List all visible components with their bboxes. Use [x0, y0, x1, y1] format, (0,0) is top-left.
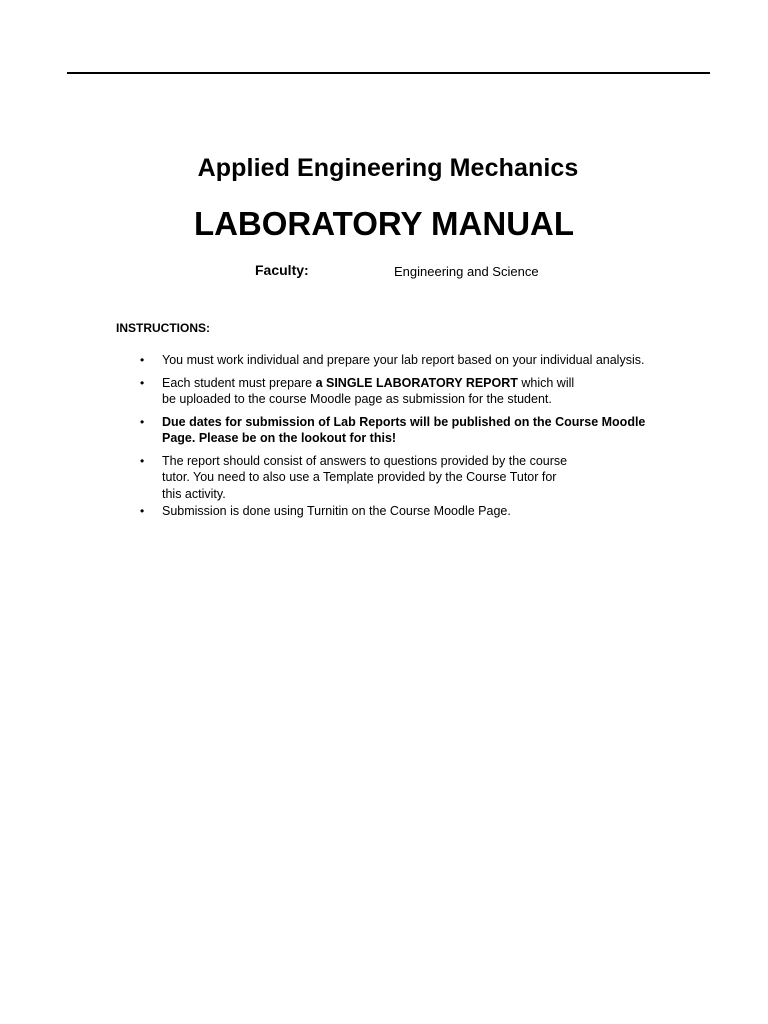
bullet-icon: •: [140, 504, 145, 518]
instruction-text: [162, 503, 700, 520]
instruction-text: [162, 414, 700, 447]
bullet-icon: •: [140, 453, 145, 468]
instruction-item: [140, 352, 700, 369]
faculty-label: Faculty:: [255, 262, 309, 278]
instruction-line: Due dates for submission of Lab Reports will be published on the Course Moodle: [162, 414, 646, 429]
faculty-value: Engineering and Science: [394, 264, 539, 279]
top-horizontal-rule: [67, 72, 710, 74]
instruction-line: tutor. You need to also use a Template provided by the Course Tutor for: [162, 470, 557, 484]
instruction-line: The report should consist of answers to questions provided by the course: [162, 453, 568, 468]
instruction-line-prefix: Each student must prepare: [162, 375, 316, 390]
instruction-line: Page. Please be on the lookout for this!: [162, 431, 397, 445]
instruction-item: [140, 453, 700, 503]
instruction-item: [140, 414, 700, 447]
instruction-line: be uploaded to the course Moodle page as submission for the student.: [162, 392, 552, 406]
bullet-icon: •: [140, 353, 145, 367]
instructions-heading: INSTRUCTIONS:: [116, 321, 210, 335]
document-subtitle: Applied Engineering Mechanics: [197, 154, 579, 182]
instruction-text: [162, 375, 700, 408]
instruction-line: this activity.: [162, 486, 226, 501]
instruction-line: Submission is done using Turnitin on the Course Moodle Page.: [162, 504, 511, 518]
bullet-icon: •: [140, 375, 145, 390]
instruction-item: [140, 375, 700, 408]
instruction-line-suffix: which will: [517, 375, 575, 390]
document-title: LABORATORY MANUAL: [193, 205, 575, 242]
instruction-list: [140, 352, 700, 526]
instruction-line-emphasis: a SINGLE LABORATORY REPORT: [315, 375, 518, 390]
instruction-item: [140, 503, 700, 520]
bullet-icon: •: [140, 414, 145, 429]
instruction-text: [162, 352, 700, 369]
instruction-text: [162, 453, 700, 503]
instruction-line: You must work individual and prepare your lab report based on your individual analysis.: [162, 353, 645, 367]
